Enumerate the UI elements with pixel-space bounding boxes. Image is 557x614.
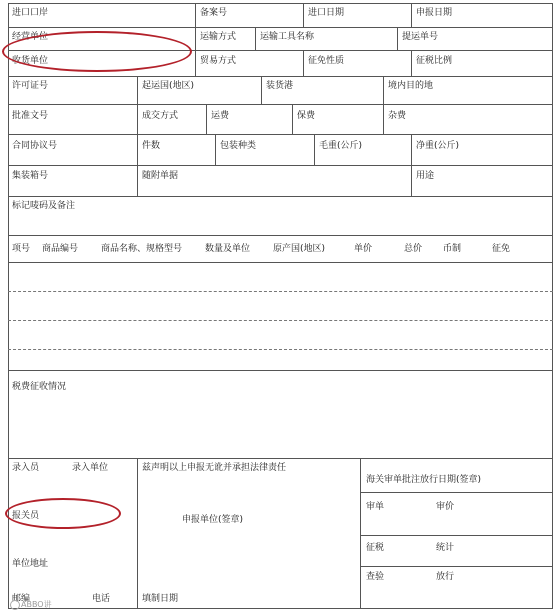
label-approval-no: 批准文号 xyxy=(12,111,49,121)
rule-r4 xyxy=(8,104,553,105)
vrule-314-r6 xyxy=(314,134,315,165)
col-unit-price: 单价 xyxy=(354,244,373,254)
label-tax-status: 税费征收情况 xyxy=(12,382,67,392)
items-dash-1 xyxy=(8,291,553,292)
label-tax-ratio: 征税比例 xyxy=(416,56,453,66)
vrule-261-r4 xyxy=(261,76,262,104)
items-dash-3 xyxy=(8,349,553,350)
vrule-411-r3 xyxy=(411,50,412,76)
label-record-no: 备案号 xyxy=(200,8,228,18)
rule-r6 xyxy=(8,165,553,166)
watermark: ABBO讲 xyxy=(21,600,52,609)
label-tax-levy: 征税 xyxy=(366,543,385,553)
label-transaction-mode: 成交方式 xyxy=(142,111,179,121)
label-bill-no: 提运单号 xyxy=(402,32,439,42)
vrule-411-r6 xyxy=(411,134,412,165)
rule-r5 xyxy=(8,134,553,135)
label-domestic-dest: 境内目的地 xyxy=(388,81,434,91)
label-usage: 用途 xyxy=(416,171,435,181)
rule-customs-3 xyxy=(360,566,553,567)
label-insurance: 保费 xyxy=(297,111,316,121)
label-contract-no: 合同协议号 xyxy=(12,141,58,151)
watermark-icon xyxy=(10,600,20,610)
vrule-137-bottom xyxy=(137,458,138,608)
label-container-no: 集装箱号 xyxy=(12,171,49,181)
rule-r8 xyxy=(8,235,553,236)
rule-tax-end xyxy=(8,458,553,459)
col-exemption: 征免 xyxy=(492,244,511,254)
items-dash-2 xyxy=(8,320,553,321)
vrule-411-r7 xyxy=(411,165,412,196)
highlight-oval-broker xyxy=(5,498,121,529)
label-declare-date: 申报日期 xyxy=(416,8,453,18)
label-consignee-unit: 收货单位 xyxy=(12,56,49,66)
vrule-411-r1 xyxy=(411,3,412,27)
col-currency: 币制 xyxy=(443,244,462,254)
label-import-port: 进口口岸 xyxy=(12,8,49,18)
label-declaration-statement: 兹声明以上申报无讹并承担法律责任 xyxy=(142,463,287,473)
label-net-weight: 净重(公斤) xyxy=(416,141,460,151)
label-declarant-seal: 申报单位(签章) xyxy=(182,515,244,525)
vrule-292-r5 xyxy=(292,104,293,134)
label-inspection: 查验 xyxy=(366,572,385,582)
label-trade-mode: 贸易方式 xyxy=(200,56,237,66)
label-package-type: 包装种类 xyxy=(220,141,257,151)
vrule-360-bottom xyxy=(360,458,361,608)
frame-right xyxy=(552,3,553,609)
vrule-215-r6 xyxy=(215,134,216,165)
vrule-137 xyxy=(137,76,138,196)
label-gross-weight: 毛重(公斤) xyxy=(319,141,363,151)
col-origin: 原产国(地区) xyxy=(273,244,326,254)
col-total-price: 总价 xyxy=(404,244,423,254)
col-quantity-unit: 数量及单位 xyxy=(205,244,251,254)
label-fill-date: 填制日期 xyxy=(142,594,179,604)
col-product-code: 商品编号 xyxy=(42,244,79,254)
label-unit-address: 单位地址 xyxy=(12,559,49,569)
label-customs-approval: 海关审单批注放行日期(签章) xyxy=(366,475,482,485)
label-exemption-nature: 征免性质 xyxy=(308,56,345,66)
label-license-no: 许可证号 xyxy=(12,81,49,91)
label-import-date: 进口日期 xyxy=(308,8,345,18)
vrule-383-r5 xyxy=(383,104,384,134)
label-broker: 报关员 xyxy=(12,511,40,521)
frame-bottom xyxy=(8,608,553,609)
rule-customs-2 xyxy=(360,535,553,536)
label-entry-clerk: 录入员 xyxy=(12,463,40,473)
vrule-206-r5 xyxy=(206,104,207,134)
col-product-name: 商品名称、规格型号 xyxy=(101,244,183,254)
label-attached-docs: 随附单据 xyxy=(142,171,179,181)
rule-items-header xyxy=(8,262,553,263)
vrule-383-r4 xyxy=(383,76,384,104)
label-freight: 运费 xyxy=(211,111,230,121)
label-marks-remarks: 标记唛码及备注 xyxy=(12,201,76,211)
label-postcode: 邮编 xyxy=(12,594,31,604)
vrule-303-r3 xyxy=(303,50,304,76)
label-review-price: 审价 xyxy=(436,502,455,512)
rule-r7 xyxy=(8,196,553,197)
rule-r1 xyxy=(8,27,553,28)
vrule-195-top xyxy=(195,3,196,76)
label-pieces: 件数 xyxy=(142,141,161,151)
rule-customs-1 xyxy=(360,492,553,493)
vrule-397-r2 xyxy=(397,27,398,50)
label-loading-port: 装货港 xyxy=(266,81,294,91)
label-operating-unit: 经营单位 xyxy=(12,32,49,42)
label-entry-unit: 录入单位 xyxy=(72,463,109,473)
col-item-no: 项号 xyxy=(12,244,31,254)
rule-r3 xyxy=(8,76,553,77)
frame-top xyxy=(8,3,553,4)
label-transport-name: 运输工具名称 xyxy=(260,32,315,42)
highlight-oval-operating-unit xyxy=(2,31,192,72)
label-misc-fee: 杂费 xyxy=(388,111,407,121)
label-statistics: 统计 xyxy=(436,543,455,553)
label-review-doc: 审单 xyxy=(366,502,385,512)
rule-items-end xyxy=(8,370,553,371)
label-release: 放行 xyxy=(436,572,455,582)
vrule-303-r1 xyxy=(303,3,304,27)
label-phone: 电话 xyxy=(92,594,111,604)
label-origin-country: 起运国(地区) xyxy=(142,81,195,91)
label-transport-mode: 运输方式 xyxy=(200,32,237,42)
vrule-255-r2 xyxy=(255,27,256,50)
